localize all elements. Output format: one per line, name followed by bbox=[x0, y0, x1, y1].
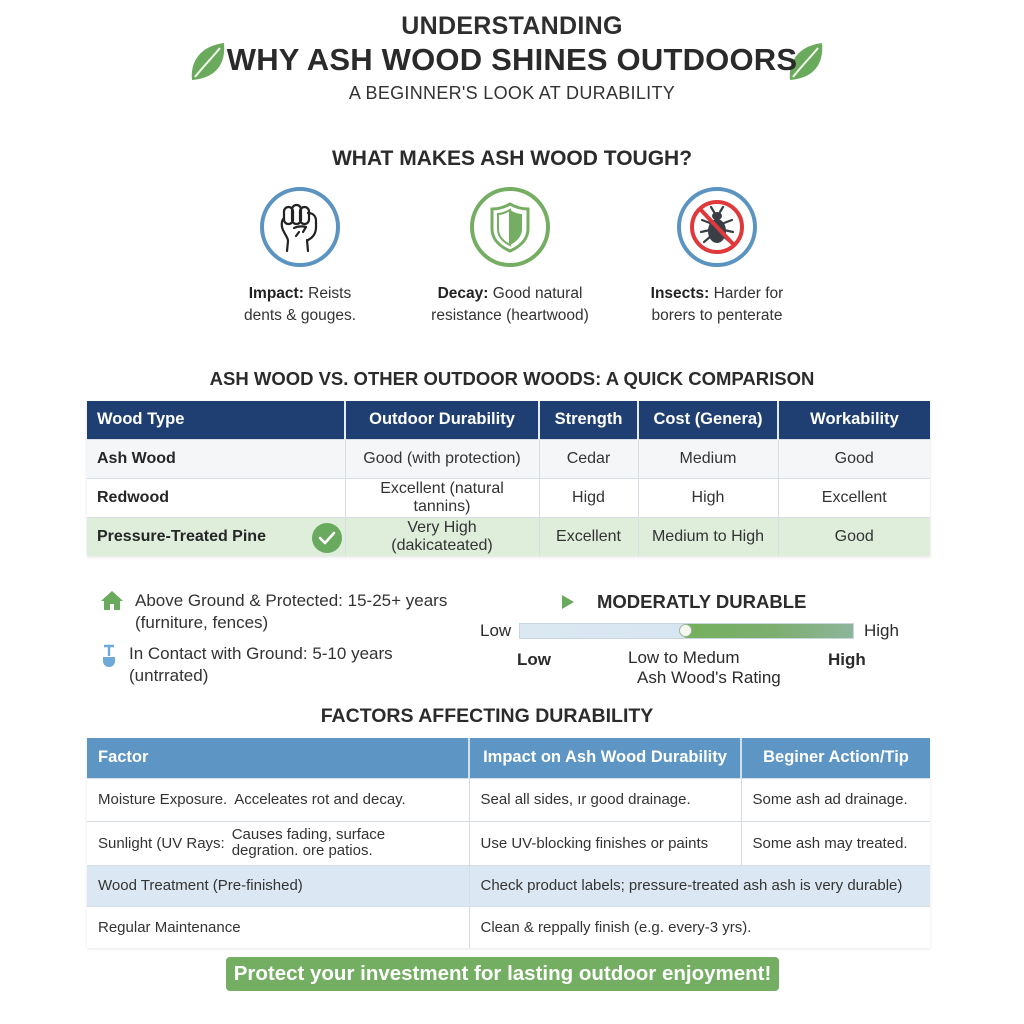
lifespan-text: In Contact with Ground: 5-10 years bbox=[129, 644, 393, 663]
factor-cell: Regular Maintenance bbox=[87, 906, 469, 948]
factor-description: Causes fading, surface degration. ore patios. bbox=[231, 826, 386, 859]
feature-text: resistance (heartwood) bbox=[431, 307, 589, 324]
column-header: Wood Type bbox=[87, 401, 345, 439]
scale-left-label: Low bbox=[480, 621, 512, 640]
column-header: Workability bbox=[778, 401, 930, 439]
feature-text: Good natural bbox=[492, 285, 583, 302]
strength-cell: Higd bbox=[539, 478, 638, 517]
factors-table bbox=[87, 738, 930, 948]
scale-marker bbox=[679, 624, 692, 637]
ground-stake-icon bbox=[101, 644, 117, 674]
scale-low-label: Low bbox=[517, 650, 551, 669]
shield-icon bbox=[468, 185, 552, 269]
house-icon bbox=[100, 589, 124, 617]
lifespan-ground-contact bbox=[100, 643, 470, 687]
tip-cell: Some ash may treated. bbox=[741, 821, 930, 865]
strength-cell: Cedar bbox=[539, 439, 638, 478]
play-arrow-icon bbox=[561, 594, 575, 615]
column-header: Beginer Action/Tip bbox=[741, 738, 930, 778]
table-row bbox=[87, 865, 930, 906]
wood-type-cell: Ash Wood bbox=[87, 439, 345, 478]
feature-text: Harder for bbox=[713, 285, 784, 302]
rating-title: MODERATLY DURABLE bbox=[597, 591, 807, 612]
feature-label: Insects: bbox=[650, 285, 710, 302]
feature-insects bbox=[617, 185, 817, 327]
cost-cell: Medium to High bbox=[638, 517, 778, 556]
table-row bbox=[87, 478, 930, 517]
factor-cell bbox=[87, 821, 469, 865]
durability-cell: Very High (dakicateated) bbox=[345, 517, 539, 556]
lifespan-note: (furniture, fences) bbox=[135, 613, 269, 632]
factor-cell: Wood Treatment (Pre-finished) bbox=[87, 865, 469, 906]
lifespan-above-ground bbox=[100, 590, 470, 634]
feature-label: Impact: bbox=[248, 285, 304, 302]
no-insect-icon bbox=[675, 185, 759, 269]
lifespan-note: (untrrated) bbox=[129, 666, 209, 685]
toughness-title: WHAT MAKES ASH WOOD TOUGH? bbox=[331, 147, 693, 170]
table-row bbox=[87, 439, 930, 478]
cost-cell: High bbox=[638, 478, 778, 517]
scale-mid-label: Low to Medum bbox=[628, 648, 740, 667]
table-row bbox=[87, 906, 930, 948]
feature-text: Reists bbox=[308, 285, 352, 302]
feature-label: Decay: bbox=[437, 285, 489, 302]
impact-cell: Clean & reppally finish (e.g. every-3 yrs). bbox=[469, 906, 930, 948]
impact-cell: Seal all sides, ır good drainage. bbox=[469, 778, 741, 821]
table-row-highlighted bbox=[87, 517, 930, 556]
scale-high-label: High bbox=[828, 650, 866, 669]
feature-impact bbox=[200, 185, 400, 327]
closing-banner: Protect your investment for lasting outdoor enjoyment! bbox=[226, 957, 779, 991]
factor-description: Acceleates rot and decay. bbox=[234, 790, 406, 808]
workability-cell: Good bbox=[778, 439, 930, 478]
feature-text: dents & gouges. bbox=[243, 307, 357, 324]
lifespan-text: Above Ground & Protected: 15-25+ years bbox=[135, 591, 448, 610]
feature-decay bbox=[410, 185, 610, 327]
check-circle-icon bbox=[312, 523, 342, 553]
comparison-table bbox=[87, 401, 930, 556]
page-subtitle: A BEGINNER'S LOOK AT DURABILITY bbox=[348, 83, 676, 103]
cost-cell: Medium bbox=[638, 439, 778, 478]
column-header: Outdoor Durability bbox=[345, 401, 539, 439]
table-header-row bbox=[87, 401, 930, 439]
column-header: Impact on Ash Wood Durability bbox=[469, 738, 741, 778]
durability-cell: Good (with protection) bbox=[345, 439, 539, 478]
wood-type-cell: Redwood bbox=[87, 478, 345, 517]
impact-cell: Use UV-blocking finishes or paints bbox=[469, 821, 741, 865]
tip-cell: Some ash ad drainage. bbox=[741, 778, 930, 821]
factor-cell bbox=[87, 778, 469, 821]
factor-name: Moisture Exposure. bbox=[98, 791, 228, 808]
table-header-row bbox=[87, 738, 930, 778]
strength-cell: Excellent bbox=[539, 517, 638, 556]
workability-cell: Excellent bbox=[778, 478, 930, 517]
column-header: Cost (Genera) bbox=[638, 401, 778, 439]
workability-cell: Good bbox=[778, 517, 930, 556]
durability-cell: Excellent (natural tannins) bbox=[345, 478, 539, 517]
factor-name: Sunlight (UV Rays: bbox=[98, 834, 225, 852]
column-header: Strength bbox=[539, 401, 638, 439]
comparison-title: ASH WOOD VS. OTHER OUTDOOR WOODS: A QUICK COMPARISON bbox=[209, 368, 815, 389]
rating-caption: Ash Wood's Rating bbox=[637, 668, 781, 687]
header-kicker: UNDERSTANDING bbox=[401, 12, 623, 40]
wood-type-label: Pressure-Treated Pine bbox=[97, 527, 266, 545]
column-header: Factor bbox=[87, 738, 469, 778]
fist-icon bbox=[258, 185, 342, 269]
impact-cell: Check product labels; pressure-treated ash ash is very durable) bbox=[469, 865, 930, 906]
page-title: WHY ASH WOOD SHINES OUTDOORS bbox=[226, 42, 798, 77]
wood-type-cell bbox=[87, 517, 345, 556]
table-row bbox=[87, 778, 930, 821]
factors-title: FACTORS AFFECTING DURABILITY bbox=[320, 705, 654, 727]
table-row bbox=[87, 821, 930, 865]
feature-text: borers to penterate bbox=[651, 307, 783, 324]
scale-right-label: High bbox=[864, 621, 899, 640]
